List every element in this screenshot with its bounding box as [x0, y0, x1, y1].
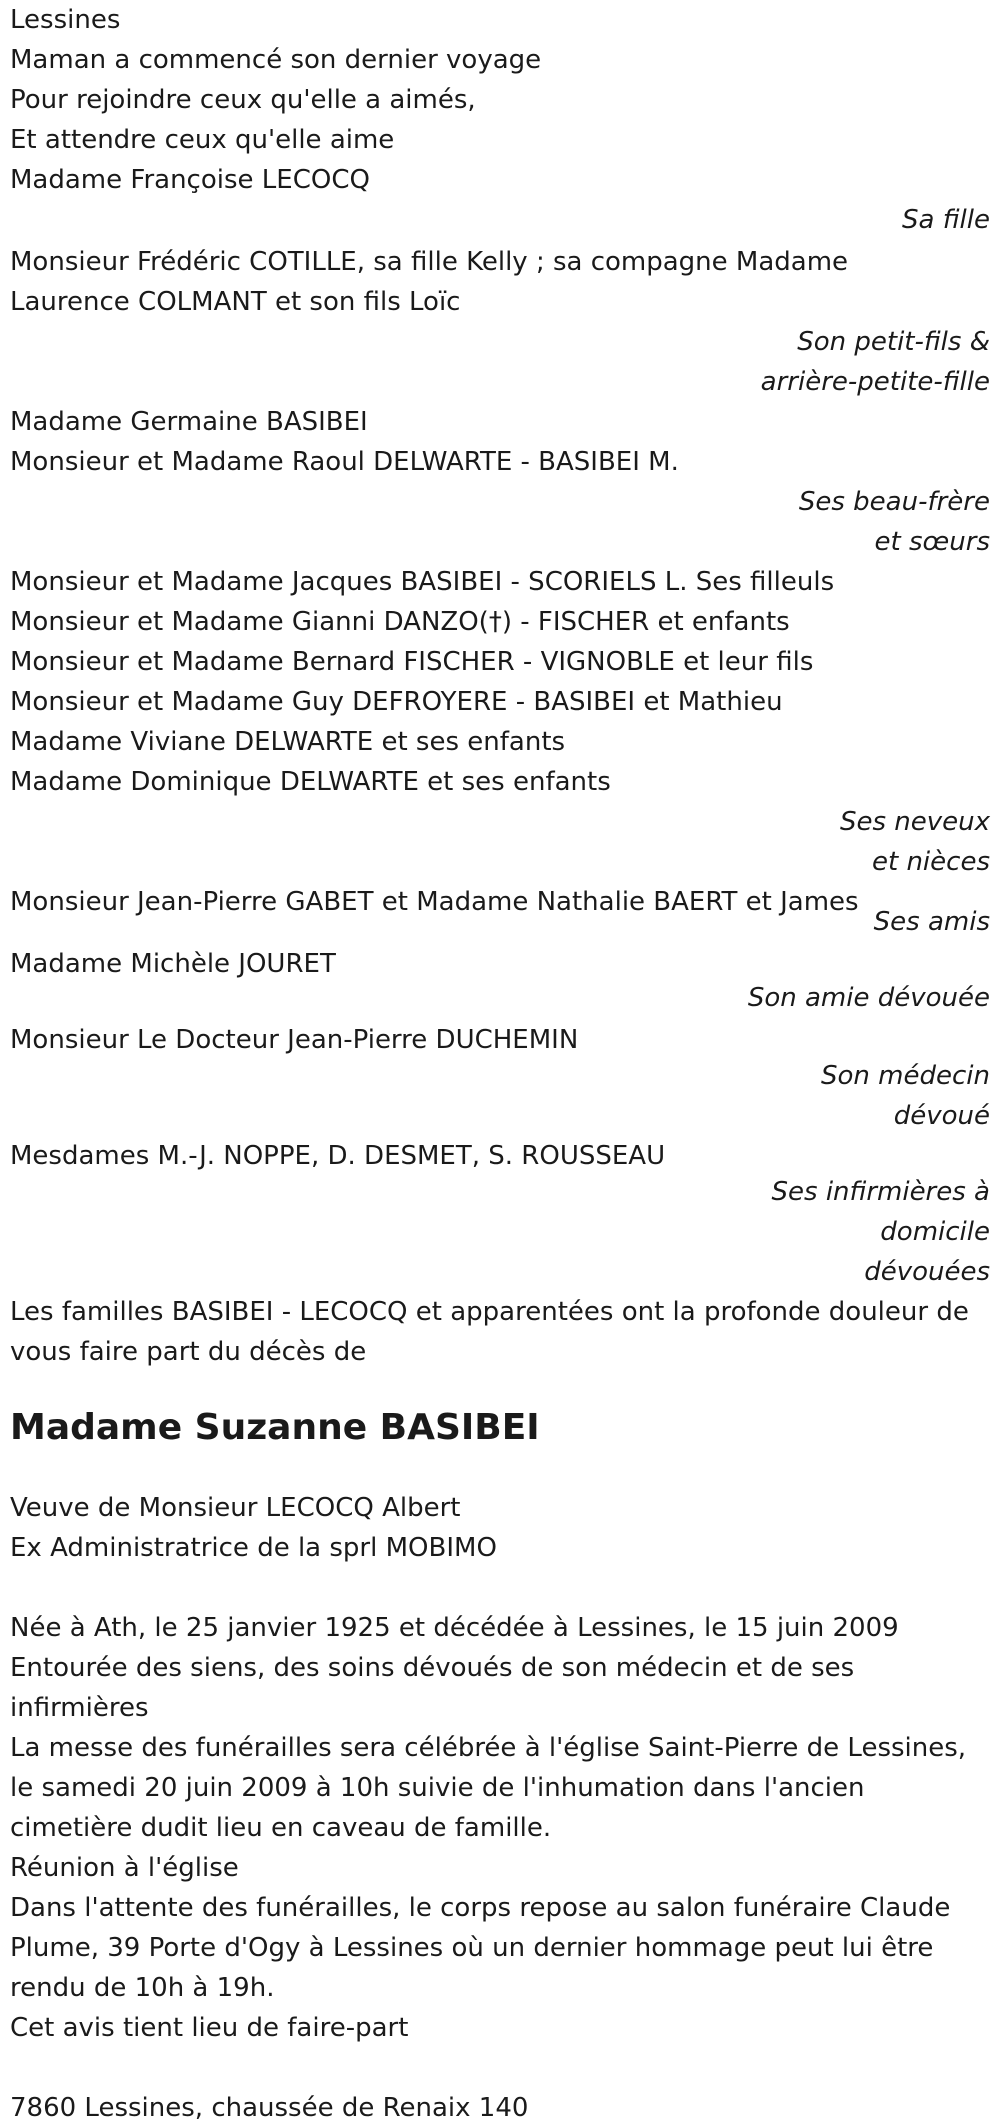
mourner-name: Monsieur Jean-Pierre GABET et Madame Nathalie BAERT et James [10, 887, 859, 917]
poem-line: Maman a commencé son dernier voyage [10, 45, 542, 75]
spacer [10, 2048, 990, 2088]
mourner-relation: Sa fille [902, 205, 990, 235]
mourner-relation: Ses amis [873, 907, 990, 937]
mourner-name: Monsieur et Madame Jacques BASIBEI - SCORIELS L. Ses filleuls [10, 567, 835, 597]
mourner-name: Madame Viviane DELWARTE et ses enfants [10, 727, 566, 757]
deceased-name: Madame Suzanne BASIBEI [10, 1407, 540, 1448]
address: 7860 Lessines, chaussée de Renaix 140 [10, 2093, 529, 2123]
info-paragraph: Dans l'attente des funérailles, le corps repose au salon funéraire Claude Plume, 39 Porte d'Ogy à Lessines où un dernier hommage peut lui être rendu de 10h à 19h. [10, 1893, 951, 2003]
info-paragraph: Née à Ath, le 25 janvier 1925 et décédée à Lessines, le 15 juin 2009 [10, 1613, 899, 1643]
mourner-relation: Ses neveux et nièces [839, 807, 990, 877]
poem-line: Et attendre ceux qu'elle aime [10, 125, 395, 155]
deceased-detail: Ex Administratrice de la sprl MOBIMO [10, 1533, 497, 1563]
spacer [10, 1568, 990, 1608]
mourner-name: Monsieur et Madame Raoul DELWARTE - BASIBEI M. [10, 447, 679, 477]
mourner-name: Monsieur Frédéric COTILLE, sa fille Kelly ; sa compagne Madame Laurence COLMANT et son fils Loïc [10, 247, 849, 317]
mourner-name: Madame Dominique DELWARTE et ses enfants [10, 767, 611, 797]
mourner-relation: Son petit-fils & arrière-petite-fille [760, 327, 990, 397]
deceased-detail: Veuve de Monsieur LECOCQ Albert [10, 1493, 461, 1523]
mourner-name: Madame Michèle JOURET [10, 949, 336, 979]
mourner-relation: Ses beau-frère et sœurs [798, 487, 990, 557]
poem-line: Pour rejoindre ceux qu'elle a aimés, [10, 85, 476, 115]
announcement-text: Les familles BASIBEI - LECOCQ et apparentées ont la profonde douleur de vous faire part du décès de [10, 1297, 969, 1367]
mourner-name: Monsieur et Madame Gianni DANZO(†) - FISCHER et enfants [10, 607, 790, 637]
mourner-relation: Son médecin dévoué [821, 1061, 990, 1131]
mourner-name: Mesdames M.-J. NOPPE, D. DESMET, S. ROUSSEAU [10, 1141, 666, 1171]
info-paragraph: Entourée des siens, des soins dévoués de son médecin et de ses infirmières [10, 1653, 855, 1723]
mourner-name: Monsieur Le Docteur Jean-Pierre DUCHEMIN [10, 1025, 579, 1055]
mourner-name: Madame Françoise LECOCQ [10, 165, 370, 195]
place-heading: Lessines [10, 5, 121, 35]
mourner-relation: Ses infirmières à domicile dévouées [771, 1177, 990, 1287]
info-paragraph: Cet avis tient lieu de faire-part [10, 2013, 409, 2043]
mourner-name: Monsieur et Madame Guy DEFROYERE - BASIBEI et Mathieu [10, 687, 783, 717]
info-paragraph: La messe des funérailles sera célébrée à l'église Saint-Pierre de Lessines, le samedi 20 juin 2009 à 10h suivie de l'inhumation dans l'ancien cimetière dudit lieu en caveau de famille. [10, 1733, 967, 1843]
mourner-name: Madame Germaine BASIBEI [10, 407, 368, 437]
info-paragraph: Réunion à l'église [10, 1853, 239, 1883]
mourner-name: Monsieur et Madame Bernard FISCHER - VIGNOBLE et leur fils [10, 647, 814, 677]
mourner-relation: Son amie dévouée [747, 983, 990, 1013]
obituary-document [10, 0, 990, 2128]
